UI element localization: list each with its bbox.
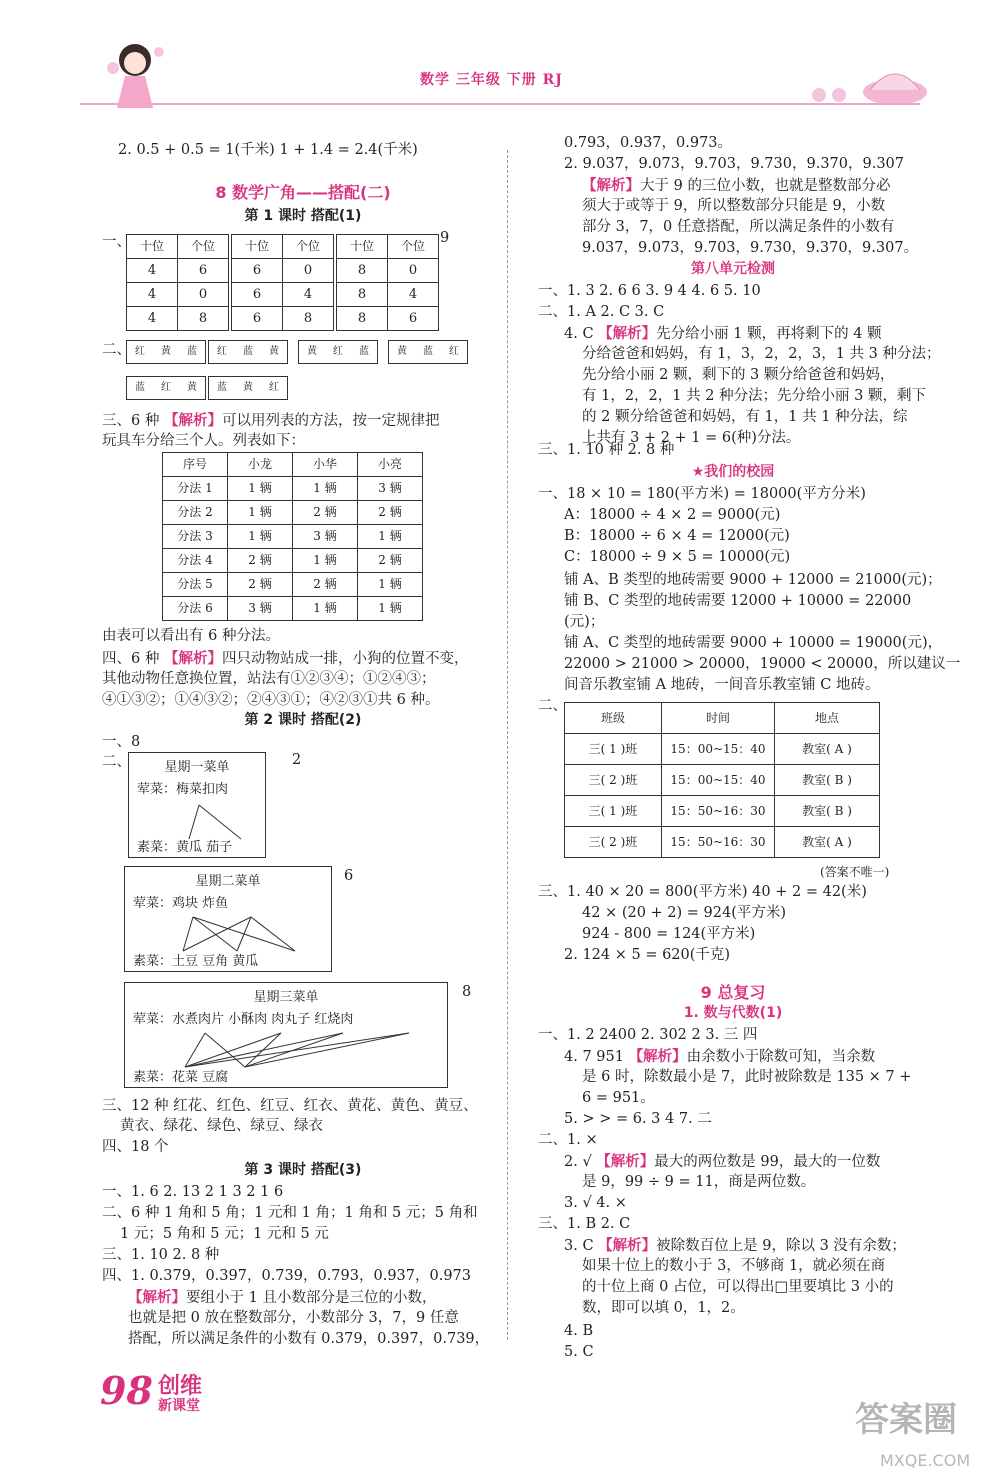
answer-line: 四、1. 0.379，0.397，0.739，0.793，0.937，0.973	[102, 1268, 472, 1284]
answer-line: 5. > > = 6. 3 4 7. 二	[564, 1111, 712, 1127]
lesson-title: 第 2 课时 搭配(2)	[244, 712, 362, 728]
table-cell: 2 辆	[293, 501, 358, 525]
answer-line: 铺 A、B 类型的地砖需要 9000 + 12000 = 21000(元)；	[564, 572, 942, 588]
subsection-title: 1. 数与代数(1)	[683, 1005, 783, 1021]
page-header	[0, 0, 1000, 120]
column-header: 十位	[232, 235, 283, 259]
table-cell: 15：00~15：40	[662, 765, 775, 796]
answer-line: 6 = 951。	[582, 1090, 655, 1106]
color-word: 蓝	[423, 346, 433, 357]
column-header: 班级	[565, 703, 662, 734]
table-cell: 2 辆	[358, 549, 423, 573]
color-arrangement-box	[298, 340, 378, 364]
table-cell: 4	[127, 259, 178, 283]
table-row	[337, 307, 439, 331]
table-row	[565, 765, 880, 796]
color-arrangement-box	[208, 340, 288, 364]
table-cell: 2 辆	[228, 549, 293, 573]
question-label: 二、	[538, 698, 567, 714]
answer-line: 数，即可以填 0，1，2。	[582, 1300, 745, 1316]
decoration-icon	[860, 62, 930, 106]
table-cell: 分法 2	[163, 501, 228, 525]
answer-line: 2. 0.5 + 0.5 = 1(千米) 1 + 1.4 = 2.4(千米)	[118, 142, 418, 158]
color-arrangement-box	[388, 340, 468, 364]
color-word: 蓝	[243, 346, 253, 357]
answer-value: 9	[440, 230, 450, 246]
table-header-row	[565, 703, 880, 734]
question-label: 二、	[102, 342, 131, 358]
answer-line: 三、12 种 红花、红色、红豆、红衣、黄花、黄色、黄豆、	[102, 1098, 478, 1114]
table-cell: 教室( A )	[775, 734, 880, 765]
header-dots	[812, 88, 852, 109]
table-row	[163, 501, 423, 525]
answer-line: 4. 7 951 【解析】由余数小于除数可知，当余数	[564, 1048, 876, 1065]
table-cell: 6	[388, 307, 439, 331]
table-row	[337, 259, 439, 283]
color-word: 黄	[161, 346, 171, 357]
table-cell: 6	[232, 307, 283, 331]
answer-line: 3. √ 4. ×	[564, 1195, 627, 1211]
answer-line: 2. √ 【解析】最大的两位数是 99，最大的一位数	[564, 1153, 881, 1170]
answer-line: 5. C	[564, 1344, 594, 1360]
table-cell: 4	[388, 283, 439, 307]
table-row	[127, 283, 229, 307]
table-row	[163, 573, 423, 597]
answer-line: 是 6 时，除数最小是 7，此时被除数是 135 × 7 +	[582, 1069, 912, 1085]
table-cell: 分法 5	[163, 573, 228, 597]
answer-line: 22000 > 21000 > 20000，19000 < 20000，所以建议一	[564, 656, 961, 672]
table-cell: 分法 1	[163, 477, 228, 501]
answer-note: (答案不唯一)	[820, 865, 890, 879]
table-cell: 8	[337, 307, 388, 331]
table-cell: 6	[232, 283, 283, 307]
color-word: 黄	[187, 382, 197, 393]
campus-title: ★我们的校园	[691, 464, 775, 480]
table-cell: 4	[127, 283, 178, 307]
menu-monday: 星期一菜单 荤菜：梅菜扣肉 素菜：黄瓜 茄子	[128, 752, 266, 858]
table-cell: 2 辆	[228, 573, 293, 597]
color-word: 蓝	[359, 346, 369, 357]
table-row	[337, 283, 439, 307]
color-word: 红	[135, 346, 145, 357]
answer-line: 二、1. ×	[538, 1132, 598, 1148]
distribution-table	[162, 452, 423, 621]
color-word: 红	[269, 382, 279, 393]
menu-tuesday: 星期二菜单 荤菜：鸡块 炸鱼 素菜：土豆 豆角 黄瓜	[124, 866, 332, 972]
table-cell: 15：00~15：40	[662, 734, 775, 765]
place-value-table-2	[231, 234, 334, 331]
table-cell: 三( 2 )班	[565, 827, 662, 858]
column-header: 十位	[127, 235, 178, 259]
color-word: 蓝	[135, 382, 145, 393]
table-cell: 0	[178, 283, 229, 307]
question-label: 一、	[102, 234, 131, 250]
column-header: 个位	[178, 235, 229, 259]
table-cell: 分法 3	[163, 525, 228, 549]
table-cell: 0	[283, 259, 334, 283]
answer-line: 1 元；5 角和 5 元；1 元和 5 元	[120, 1226, 329, 1242]
answer-line: 42 × (20 + 2) = 924(平方米)	[582, 905, 787, 921]
column-header: 个位	[388, 235, 439, 259]
table-cell: 1 辆	[293, 597, 358, 621]
lesson-title: 第 1 课时 搭配(1)	[244, 208, 362, 224]
table-header-row	[127, 235, 229, 259]
column-header: 个位	[283, 235, 334, 259]
answer-line: 三、1. B 2. C	[538, 1216, 631, 1232]
table-cell: 1 辆	[228, 477, 293, 501]
table-row	[163, 525, 423, 549]
color-word: 红	[333, 346, 343, 357]
answer-line: 4. C 【解析】先分给小丽 1 颗，再将剩下的 4 颗	[564, 325, 882, 342]
column-header: 小龙	[228, 453, 293, 477]
table-cell: 8	[283, 307, 334, 331]
table-cell: 教室( B )	[775, 765, 880, 796]
answer-line: 玩具车分给三个人。列表如下：	[102, 433, 305, 449]
header-rule	[80, 103, 920, 105]
answer-line: 三、1. 40 × 20 = 800(平方米) 40 + 2 = 42(米)	[538, 884, 867, 900]
color-word: 红	[217, 346, 227, 357]
section-title: 9 总复习	[700, 983, 766, 1002]
answer-line: 的十位上商 0 占位，可以得出□里要填比 3 小的	[582, 1279, 894, 1295]
column-header: 时间	[662, 703, 775, 734]
column-header: 十位	[337, 235, 388, 259]
color-word: 黄	[243, 382, 253, 393]
table-cell: 三( 1 )班	[565, 796, 662, 827]
table-row	[232, 259, 334, 283]
answer-line: 一、1. 3 2. 6 6 3. 9 4 4. 6 5. 10	[538, 283, 761, 299]
answer-value: 6	[344, 868, 354, 884]
table-cell: 1 辆	[228, 525, 293, 549]
color-word: 黄	[307, 346, 317, 357]
color-arrangement-box	[208, 376, 288, 400]
color-arrangement-box	[126, 376, 206, 400]
answer-line: 分给爸爸和妈妈，有 1，3，2，2，3，1 共 3 种分法；	[582, 346, 941, 362]
answer-line: 黄衣、绿花、绿色、绿豆、绿衣	[120, 1118, 323, 1134]
column-header: 序号	[163, 453, 228, 477]
table-cell: 分法 4	[163, 549, 228, 573]
place-value-table-3	[336, 234, 439, 331]
answer-line: 一、1. 2 2400 2. 302 2 3. 三 四	[538, 1027, 758, 1043]
answer-line: 二、1. A 2. C 3. C	[538, 304, 665, 320]
answer-line: 一、18 × 10 = 180(平方米) = 18000(平方分米)	[538, 486, 866, 502]
answer-line: A：18000 ÷ 4 × 2 = 9000(元)	[564, 507, 781, 523]
answer-line: 三、1. 10 2. 8 种	[102, 1247, 220, 1263]
answer-line: 【解析】要组小于 1 且小数部分是三位的小数，	[128, 1289, 437, 1306]
table-cell: 1 辆	[228, 501, 293, 525]
girl-illustration-icon	[95, 38, 175, 108]
table-cell: 三( 1 )班	[565, 734, 662, 765]
answer-line: 须大于或等于 9，所以整数部分只能是 9，小数	[582, 198, 886, 214]
table-cell: 15：50~16：30	[662, 827, 775, 858]
table-row	[163, 477, 423, 501]
answer-line: 如果十位上的数小于 3，不够商 1，就必须在商	[582, 1258, 886, 1274]
table-cell: 3 辆	[358, 477, 423, 501]
page-number: 98	[100, 1368, 153, 1413]
answer-line: 部分 3，7，0 任意搭配，所以满足条件的小数有	[582, 219, 895, 235]
table-row	[127, 307, 229, 331]
table-cell: 2 辆	[293, 573, 358, 597]
menu-wednesday: 星期三菜单 荤菜：水煮肉片 小酥肉 肉丸子 红烧肉 素菜：花菜 豆腐	[124, 982, 448, 1088]
answer-line: 间音乐教室铺 A 地砖，一间音乐教室铺 C 地砖。	[564, 677, 880, 693]
answer-line: 一、8	[102, 734, 141, 750]
answer-line: 9.037，9.073，9.703，9.730，9.370，9.307。	[582, 240, 919, 256]
color-word: 红	[161, 382, 171, 393]
answer-line: 铺 B、C 类型的地砖需要 12000 + 10000 = 22000	[564, 593, 912, 609]
watermark-url: MXQE.COM	[880, 1451, 971, 1470]
lesson-title: 第 3 课时 搭配(3)	[244, 1162, 362, 1178]
table-cell: 3 辆	[293, 525, 358, 549]
table-cell: 4	[283, 283, 334, 307]
table-header-row	[232, 235, 334, 259]
answer-line: 上共有 3 + 2 + 1 = 6(种)分法。	[582, 430, 801, 446]
table-row	[232, 307, 334, 331]
brand-logo: 创维 新课堂	[158, 1374, 203, 1414]
table-header-row	[163, 453, 423, 477]
answer-line: ④①③②；①④③②；②④③①；④②③①共 6 种。	[102, 692, 440, 708]
answer-line: 铺 A、C 类型的地砖需要 9000 + 10000 = 19000(元)，	[564, 635, 943, 651]
table-cell: 4	[127, 307, 178, 331]
answer-line: C：18000 ÷ 9 × 5 = 10000(元)	[564, 549, 791, 565]
place-value-table-1	[126, 234, 229, 331]
answer-line: 先分给小丽 2 颗，剩下的 3 颗分给爸爸和妈妈，	[582, 367, 895, 383]
color-word: 蓝	[217, 382, 227, 393]
schedule-table	[564, 702, 880, 858]
answer-value: 2	[292, 752, 302, 768]
table-cell: 15：50~16：30	[662, 796, 775, 827]
table-row	[232, 283, 334, 307]
table-cell: 6	[232, 259, 283, 283]
answer-line: 由表可以看出有 6 种分法。	[102, 628, 280, 644]
answer-line: (元)；	[564, 614, 605, 630]
answer-line: 3. C 【解析】被除数百位上是 9，除以 3 没有余数；	[564, 1237, 906, 1254]
answer-line: 也就是把 0 放在整数部分，小数部分 3，7，9 任意	[128, 1310, 459, 1326]
table-row	[565, 734, 880, 765]
answer-line: 搭配，所以满足条件的小数有 0.379，0.397，0.739，	[128, 1331, 490, 1347]
table-row	[565, 796, 880, 827]
answer-line: 【解析】大于 9 的三位小数，也就是整数部分必	[582, 177, 891, 194]
table-cell: 8	[337, 283, 388, 307]
answer-line: 一、1. 6 2. 13 2 1 3 2 1 6	[102, 1184, 284, 1200]
table-cell: 6	[178, 259, 229, 283]
table-header-row	[337, 235, 439, 259]
answer-line: 有 1，2，2，1 共 2 种分法；先分给小丽 3 颗，剩下	[582, 388, 927, 404]
table-cell: 教室( B )	[775, 796, 880, 827]
color-word: 黄	[397, 346, 407, 357]
answer-line: 的 2 颗分给爸爸和妈妈，有 1，1 共 1 种分法，综	[582, 409, 908, 425]
table-cell: 1 辆	[293, 549, 358, 573]
question-label: 二、	[102, 754, 131, 770]
header-title: 数学 三年级 下册 RJ	[420, 72, 563, 88]
table-cell: 1 辆	[358, 597, 423, 621]
answer-line: 4. B	[564, 1323, 594, 1339]
column-header: 小亮	[358, 453, 423, 477]
table-cell: 3 辆	[228, 597, 293, 621]
answer-line: 924 - 800 = 124(平方米)	[582, 926, 756, 942]
table-cell: 教室( A )	[775, 827, 880, 858]
table-row	[565, 827, 880, 858]
color-word: 红	[449, 346, 459, 357]
color-word: 黄	[269, 346, 279, 357]
answer-line: 其他动物任意换位置，站法有①②③④；①②④③；	[102, 671, 436, 687]
color-word: 蓝	[187, 346, 197, 357]
section-title: 8 数学广角——搭配(二)	[215, 183, 391, 202]
table-cell: 8	[178, 307, 229, 331]
answer-value: 8	[462, 984, 472, 1000]
column-header: 小华	[293, 453, 358, 477]
answer-line: 四、6 种 【解析】四只动物站成一排，小狗的位置不变，	[102, 650, 469, 667]
answer-line: 0.793，0.937，0.973。	[564, 135, 733, 151]
table-cell: 8	[337, 259, 388, 283]
table-row	[163, 549, 423, 573]
table-cell: 0	[388, 259, 439, 283]
answer-line: 四、18 个	[102, 1139, 169, 1155]
answer-line: 二、6 种 1 角和 5 角；1 元和 1 角；1 角和 5 元；5 角和	[102, 1205, 478, 1221]
color-arrangement-box	[126, 340, 206, 364]
table-cell: 1 辆	[358, 525, 423, 549]
table-cell: 分法 6	[163, 597, 228, 621]
table-cell: 三( 2 )班	[565, 765, 662, 796]
answer-line: 是 9，99 ÷ 9 = 11，商是两位数。	[582, 1174, 816, 1190]
column-header: 地点	[775, 703, 880, 734]
answer-line: 2. 9.037，9.073，9.703，9.730，9.370，9.307	[564, 156, 905, 172]
table-row	[163, 597, 423, 621]
table-cell: 1 辆	[293, 477, 358, 501]
answer-line: 2. 124 × 5 = 620(千克)	[564, 947, 731, 963]
table-cell: 2 辆	[358, 501, 423, 525]
table-cell: 1 辆	[358, 573, 423, 597]
unit-test-title: 第八单元检测	[691, 261, 775, 277]
column-divider	[507, 150, 508, 1340]
watermark-logo: 答案圈	[855, 1400, 957, 1440]
answer-line: B：18000 ÷ 6 × 4 = 12000(元)	[564, 528, 790, 544]
answer-line: 三、6 种 【解析】可以用列表的方法，按一定规律把	[102, 412, 440, 429]
table-row	[127, 259, 229, 283]
answer-line: 三、1. 10 种 2. 8 种	[538, 442, 675, 458]
